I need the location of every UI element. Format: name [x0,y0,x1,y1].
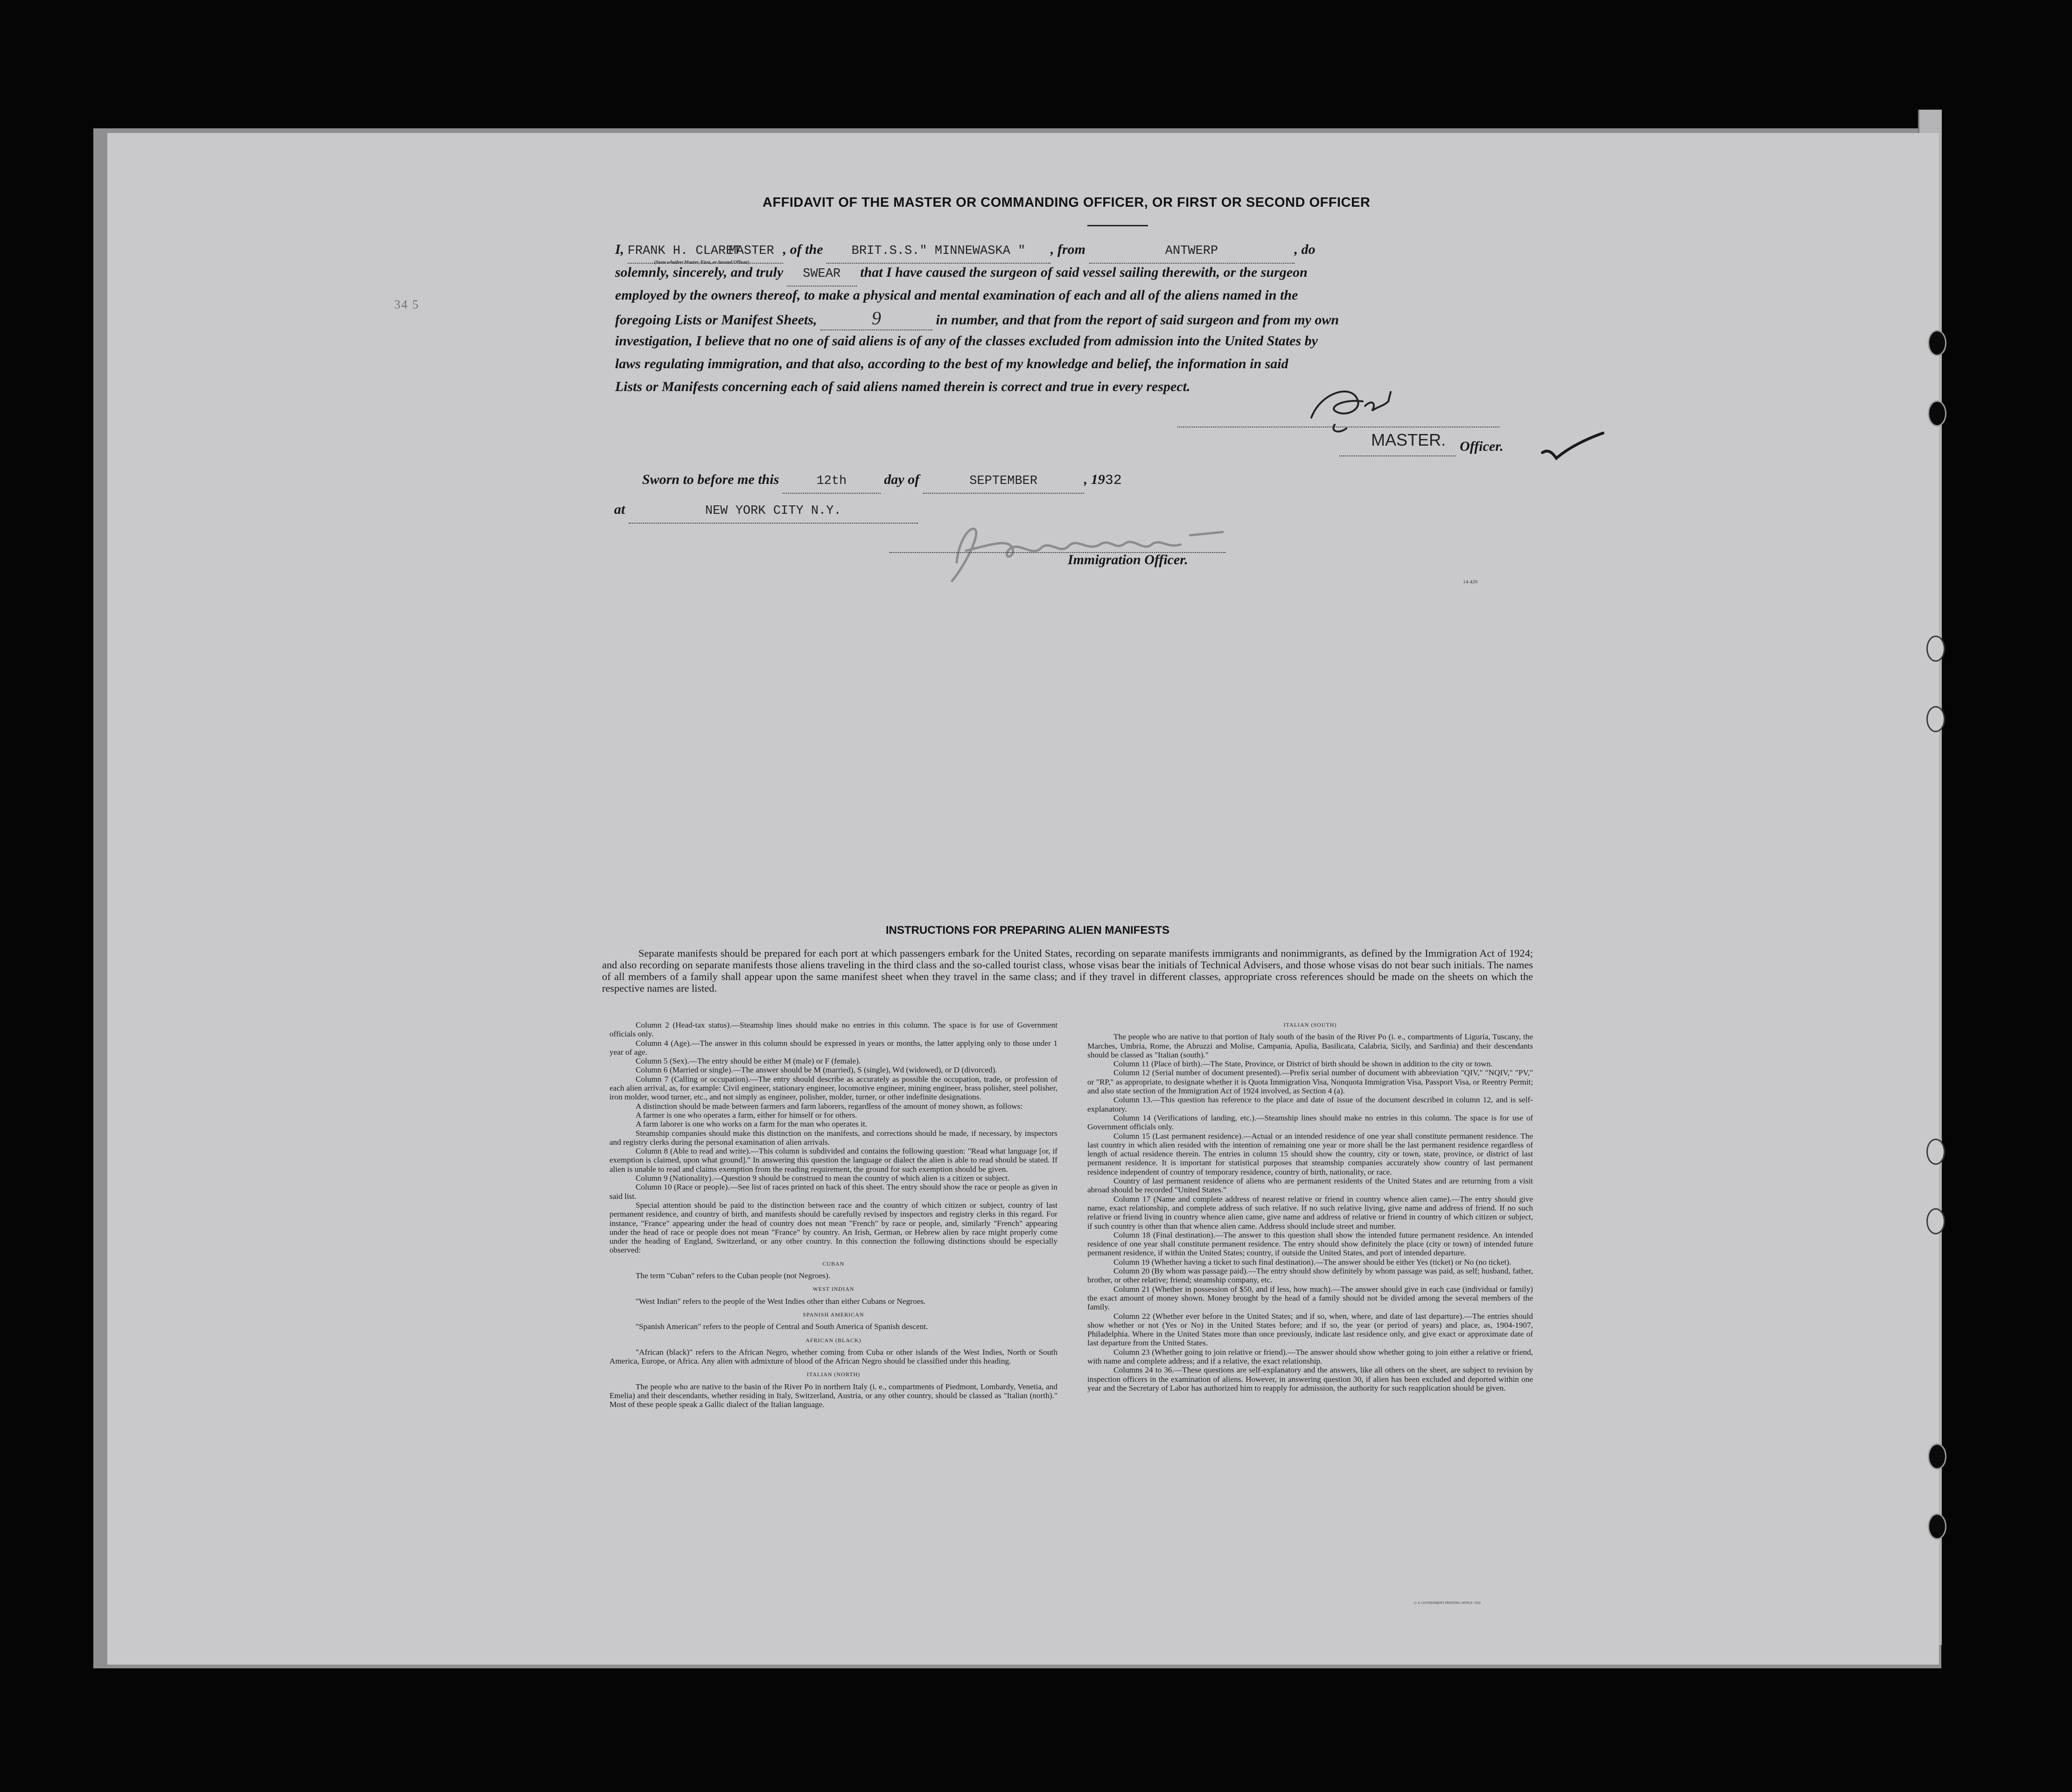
text-sworn: Sworn to before me this [642,472,779,487]
sworn-day-field: 12th [783,470,881,494]
para-col11: Column 11 (Place of birth).—The State, Province, or District of birth should be shown in addition to the city or town. [1113,1059,1493,1069]
rank-note: (State whether Master, First, or Second Officer) [654,260,749,265]
heading-african: AFRICAN (BLACK) [805,1337,861,1344]
text-line4b: in number, and that from the report of said surgeon and from my own [936,312,1339,328]
officer-line [1339,455,1456,456]
text-day-of: day of [884,472,920,487]
heading-italian-north: ITALIAN (NORTH) [806,1371,861,1378]
para-col12: Column 12 (Serial number of document presented).—Prefix serial number of document with abbreviation "QIV," "NQIV," "PV," or "RP," as appropriate, to designate whether it is Quota Immigration Visa, Nonquota Immigration Visa, Passport Visa, or Reentry Permit; and also state section of the Immigration Act of 1924 involved, as Section 4 (a). [1087,1068,1533,1096]
para-col17: Column 17 (Name and complete address of nearest relative or friend in country whence alien came).—The entry should give name, exact relationship, and complete address of such relative. If no such relative living, give name and address of friend. If no such relative or friend living in country whence alien came, give name and address of relative or friend in country of which citizen or subject, if such country is other than that whence alien came. Address should include street and number. [1087,1194,1533,1231]
para-col7: Column 7 (Calling or occupation).—The entry should describe as accurately as possible the occupation, trade, or profession of each alien arrival, as, for example: Civil engineer, stationary engineer, locomotive engineer, mining engineer, brass polisher, steel polisher, iron molder, wood turner, etc., and not simply as engineer, polisher, molder, turner, or other indefinite designations. [609,1074,1057,1102]
text-do: , do [1294,242,1316,257]
para-african: "African (black)" refers to the African Negro, whether coming from Cuba or other islands of the West Indies, North or South America, Europe, or Africa. Any alien with admixture of blood of the African Negro should be classified under this heading. [609,1347,1057,1366]
punch-hole [1926,636,1945,662]
para-spanish-american: "Spanish American" refers to the people of Central and South America of Spanish descent. [636,1322,928,1331]
para-col20: Column 20 (By whom was passage paid).—The entry should show definitely by whom passage was paid, as self; husband, father, brother, or other relative; friend; steamship company, etc. [1087,1267,1533,1285]
affidavit-title: AFFIDAVIT OF THE MASTER OR COMMANDING OFFICER, OR FIRST OR SECOND OFFICER [763,195,1371,210]
para-col10: Column 10 (Race or people).—See list of races printed on back of this sheet. The entry should show the race or people as given in said list. [609,1183,1057,1201]
immigration-officer-signature [938,511,1260,586]
para-col14: Column 14 (Verifications of landing, etc.).—Steamship lines should make no entries in this column. The space is for use of Government officials only. [1087,1113,1533,1132]
text-line4a: foregoing Lists or Manifest Sheets, [615,312,817,328]
instructions-title: INSTRUCTIONS FOR PREPARING ALIEN MANIFESTS [886,924,1170,937]
para-col13: Column 13.—This question has reference to the place and date of issue of the document described in column 12, and is self-explanatory. [1087,1095,1533,1113]
text-line5: investigation, I believe that no one of said aliens is of any of the classes excluded from admission into the United States by [615,333,1318,349]
para-farm-laborer: A farm laborer is one who works on a farm for the man who operates it. [636,1120,868,1129]
printing-office-note: U. S. GOVERNMENT PRINTING OFFICE: 1932 [1414,1601,1481,1605]
para-italian-north: The people who are native to the basin of the River Po in northern Italy (i. e., compartments of Piedmont, Lombardy, Venetia, and Emelia) and their descendants, whether residing in Italy, Switzerland, Austria, or any other country, should be classed as "Italian (north)." Most of these people speak a Gallic dialect of the Italian language. [609,1382,1057,1409]
punch-hole [1926,706,1945,732]
instructions-intro: Separate manifests should be prepared for each port at which passengers embark for the United States, recording on separate manifests immigrants and nonimmigrants, as defined by the Immigration Act of 1924; and also recording on separate manifests those aliens traveling in the third class and the so-called tourist class, whose visas bear the initials of Technical Advisers, and those whose visas do not bear such initials. The names of all members of a family shall appear upon the same manifest sheet when they travel in the same class; and if they travel in different classes, appropriate cross references should be made on the sheets on which the respective names are listed. [602,947,1533,994]
rank-field: MASTER [720,240,783,264]
para-col19: Column 19 (Whether having a ticket to such final destination).—The answer should be either Yes (ticket) or No (no ticket). [1113,1257,1512,1267]
punch-hole [1928,330,1946,356]
instructions-right-column [1087,1021,1533,1393]
master-title: MASTER. [1371,430,1446,449]
punch-hole [1926,1208,1945,1234]
punch-hole [1926,1139,1945,1165]
text-line6: laws regulating immigration, and that also, according to the best of my knowledge and belief, the information in said [615,356,1288,371]
sheet-count-field: 9 [820,307,932,330]
para-col9: Column 9 (Nationality).—Question 9 should be construed to mean the country of which alien is a citizen or subject. [636,1174,1010,1183]
para-west-indian: "West Indian" refers to the people of the West Indies other than either Cubans or Negroes. [636,1296,926,1306]
para-col23: Column 23 (Whether going to join relative or friend).—The answer should show whether going to join either a relative or friend, with name and complete address; and if a relative, the exact relationship. [1087,1347,1533,1365]
heading-spanish-american: SPANISH AMERICAN [803,1311,864,1318]
text-i: I, [615,242,624,257]
sworn-year: 32 [1105,473,1122,489]
place-field: NEW YORK CITY N.Y. [629,500,918,524]
para-col18: Column 18 (Final destination).—The answer to this question shall show the intended future permanent residence. An intended residence of one year shall constitute permanent residence. The entry should show definitely the place (city or town) of intended future permanent residence, if within the United States; country, if outside the United States, and port of intended departure. [1087,1230,1533,1258]
para-col24: Columns 24 to 36.—These questions are self-explanatory and the answers, like all others on the sheet, are subject to revision by inspection officers in the examination of aliens. However, in answering question 30, if alien has been excluded and deported within one year and the Secretary of Labor has authorized him to reapply for admission, the authority for such reapplication should be given. [1087,1365,1533,1393]
text-line7: Lists or Manifests concerning each of said aliens named therein is correct and true in every respect. [615,379,1190,394]
para-special: Special attention should be paid to the distinction between race and the country of which citizen or subject, country of last permanent residence, and country of birth, and manifests should be carefully revised by inspectors and registry clerks in this regard. For instance, "France" appearing under the head of country does not mean "French" by race or people, and, similarly "French" appearing under the head of race or people does not mean "France" by country. An Irish, German, or Hebrew alien by race might properly come under the heading of England, Switzerland, or any other country. In this connection the following distinctions should be especially observed: [609,1200,1057,1255]
instructions-left-column [609,1021,1057,1409]
para-col8: Column 8 (Able to read and write).—This column is subdivided and contains the following question: "Read what language [or, if exemption is claimed, upon what ground]." In answering this question the language or dialect the alien is able to read should be stated. If alien is unable to read and claims exemption from the reading requirement, the ground for such exemption should be given. [609,1147,1057,1174]
para-col6: Column 6 (Married or single).—The answer should be M (married), S (single), Wd (widowed), or D (divorced). [636,1065,997,1075]
para-col5: Column 5 (Sex).—The entry should be either M (male) or F (female). [636,1057,861,1066]
oath-field: SWEAR [787,263,857,287]
para-col22: Column 22 (Whether ever before in the United States; and if so, when, where, and date of last departure).—The entries should show whether or not (Yes or No) in the United States before; and if so, the year (or period of years) and place, as, 1904-1907, Philadelphia. Where in the United States more than once previously, indicate last residence only, and give exact or approximate date of last departure from the United States. [1087,1311,1533,1348]
title-rule [1087,225,1148,226]
para-col4: Column 4 (Age).—The answer in this column should be expressed in years or months, the latter applying only to those under 1 year of age. [609,1038,1057,1057]
form-number: 14-420 [1463,579,1478,585]
officer-label: Officer. [1460,439,1504,454]
para-col21: Column 21 (Whether in possession of $50, and if less, how much).—The answer should give in each case (individual or family) the exact amount of money shown. Money brought by the head of a family should not be divided among the several members of the family. [1087,1284,1533,1312]
para-country-last: Country of last permanent residence of aliens who are permanent residents of the United States and are returning from a visit abroad should be recorded "United States." [1087,1176,1533,1195]
port-field: ANTWERP [1089,240,1295,264]
sworn-month-field: SEPTEMBER [923,470,1084,494]
heading-italian-south: ITALIAN (SOUTH) [1283,1022,1337,1028]
text-from: , from [1050,242,1086,257]
para-col15: Column 15 (Last permanent residence).—Actual or an intended residence of one year shall constitute permanent residence. The last country in which alien resided with the intention of remaining one year or more shall be the last permanent residence regardless of length of actual residence therein. The entries in column 15 should show the country, city or town, state, province, or district of last permanent residence. It is important for statistical purposes that steamship companies accurately show country of last permanent residence independent of country of temporary residence, country of birth, nationality, or race. [1087,1131,1533,1176]
text-year-prefix: , 19 [1084,472,1105,487]
para-italian-south: The people who are native to that portion of Italy south of the basin of the River Po (i. e., compartments of Liguria, Tuscany, the Marches, Umbria, Rome, the Abruzzi and Molise, Campania, Apulia, Basilicata, Calabria, Sicily, and Sardinia) and their descendants should be classed as "Italian (south)." [1087,1032,1533,1059]
heading-cuban: CUBAN [822,1260,845,1267]
heading-west-indian: WEST INDIAN [812,1286,854,1293]
vessel-field: BRIT.S.S." MINNEWASKA " [826,240,1050,264]
check-mark [1540,429,1605,462]
punch-hole [1928,400,1946,427]
sworn-block [642,468,1389,491]
para-farmers: A distinction should be made between farmers and farm laborers, regardless of the amount of money shown, as follows: [636,1101,1023,1111]
text-at: at [614,502,625,517]
punch-hole [1928,1513,1946,1540]
punch-hole [1928,1443,1946,1470]
text-line2b: that I have caused the surgeon of said vessel sailing therewith, or the surgeon [860,265,1308,280]
immigration-officer-label: Immigration Officer. [1068,552,1188,567]
text-of-the: , of the [783,242,823,257]
para-steamship: Steamship companies should make this distinction on the manifests, and corrections should be made, if necessary, by inspectors and registry clerks during the personal examination of alien arrivals. [609,1128,1057,1147]
margin-note: 34 5 [394,298,420,311]
para-farmer: A farmer is one who operates a farm, either for himself or for others. [636,1110,857,1120]
para-col2: Column 2 (Head-tax status).—Steamship lines should make no entries in this column. The space is for use of Government officials only. [609,1021,1057,1039]
officer-name-field: FRANK H. CLARET [628,240,720,264]
text-line3: employed by the owners thereof, to make a physical and mental examination of each and all of the aliens named in the [615,287,1298,303]
text-line2a: solemnly, sincerely, and truly [615,265,784,280]
para-cuban: The term "Cuban" refers to the Cuban people (not Negroes). [636,1271,831,1281]
